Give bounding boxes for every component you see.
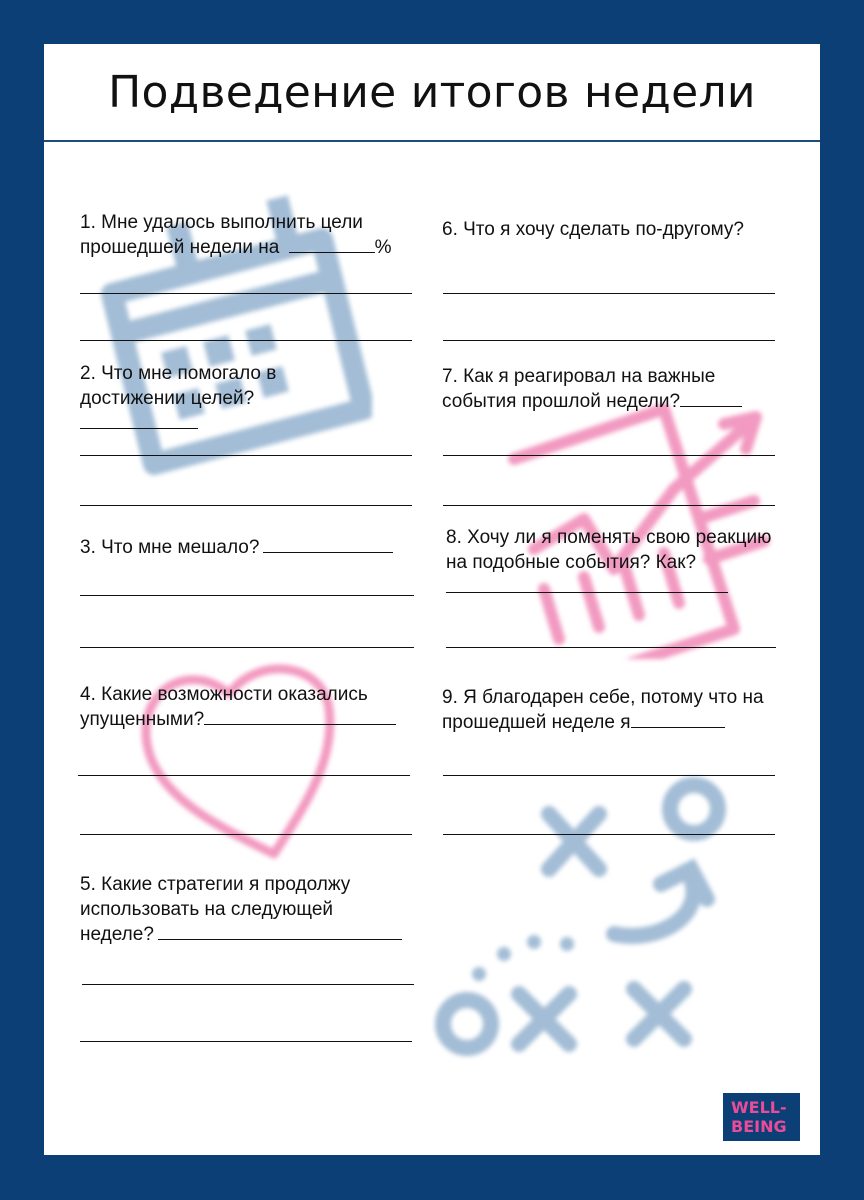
answer-line[interactable] [80, 834, 412, 835]
wellbeing-logo-line1: WELL- [731, 1098, 787, 1117]
question-6 [442, 217, 782, 242]
answer-line[interactable] [80, 505, 412, 506]
question-2-text: 2. Что мне помогало в достижении целей? [80, 363, 277, 409]
wellbeing-logo-line2: BEING [731, 1117, 787, 1136]
answer-line[interactable] [80, 647, 414, 648]
question-4-blank[interactable] [204, 707, 396, 725]
question-7-blank[interactable] [680, 389, 742, 407]
question-1-suffix: % [374, 237, 392, 258]
question-1-text: 1. Мне удалось выполнить цели прошедшей недели на [80, 212, 363, 258]
answer-line[interactable] [443, 455, 775, 456]
answer-line[interactable] [80, 1041, 412, 1042]
question-7-text: 7. Как я реагировал на важные события прошлой недели? [442, 366, 716, 412]
worksheet [44, 44, 820, 1155]
question-9 [442, 685, 782, 735]
question-3-text: 3. Что мне мешало? [80, 537, 260, 558]
question-1-percent-blank[interactable] [289, 235, 375, 253]
answer-line[interactable] [80, 595, 414, 596]
answer-line[interactable] [80, 455, 412, 456]
answer-line[interactable] [443, 834, 775, 835]
question-5-text: 5. Какие стратегии я продолжу использовать на следующей неделе? [80, 874, 351, 945]
question-2-blank[interactable] [80, 411, 198, 429]
question-2 [80, 361, 355, 436]
question-9-text: 9. Я благодарен себе, потому что на прошедшей неделе я [442, 687, 764, 733]
wellbeing-logo [723, 1093, 800, 1141]
question-9-blank[interactable] [631, 710, 725, 728]
answer-line[interactable] [443, 340, 775, 341]
question-1 [80, 210, 420, 260]
question-3-blank[interactable] [263, 535, 393, 553]
answer-line[interactable] [443, 293, 775, 294]
title-bar [44, 44, 820, 142]
answer-line[interactable] [446, 647, 776, 648]
answer-line[interactable] [82, 984, 414, 985]
answer-line[interactable] [443, 775, 775, 776]
question-8-blank[interactable] [446, 575, 728, 593]
answer-line[interactable] [80, 340, 412, 341]
question-6-text: 6. Что я хочу сделать по-другому? [442, 219, 744, 240]
question-8 [446, 525, 780, 600]
question-4-text: 4. Какие возможности оказались упущенными? [80, 684, 368, 730]
question-5-blank[interactable] [158, 922, 402, 940]
question-8-text: 8. Хочу ли я поменять свою реакцию на подобные события? Как? [446, 527, 772, 573]
answer-line[interactable] [78, 775, 410, 776]
question-3 [80, 535, 420, 560]
question-7 [442, 364, 776, 414]
strategy-play-icon [429, 774, 749, 1064]
question-5 [80, 872, 410, 947]
answer-line[interactable] [80, 293, 412, 294]
page-title: Подведение итогов недели [108, 66, 756, 118]
question-4 [80, 682, 420, 732]
answer-line[interactable] [443, 505, 775, 506]
